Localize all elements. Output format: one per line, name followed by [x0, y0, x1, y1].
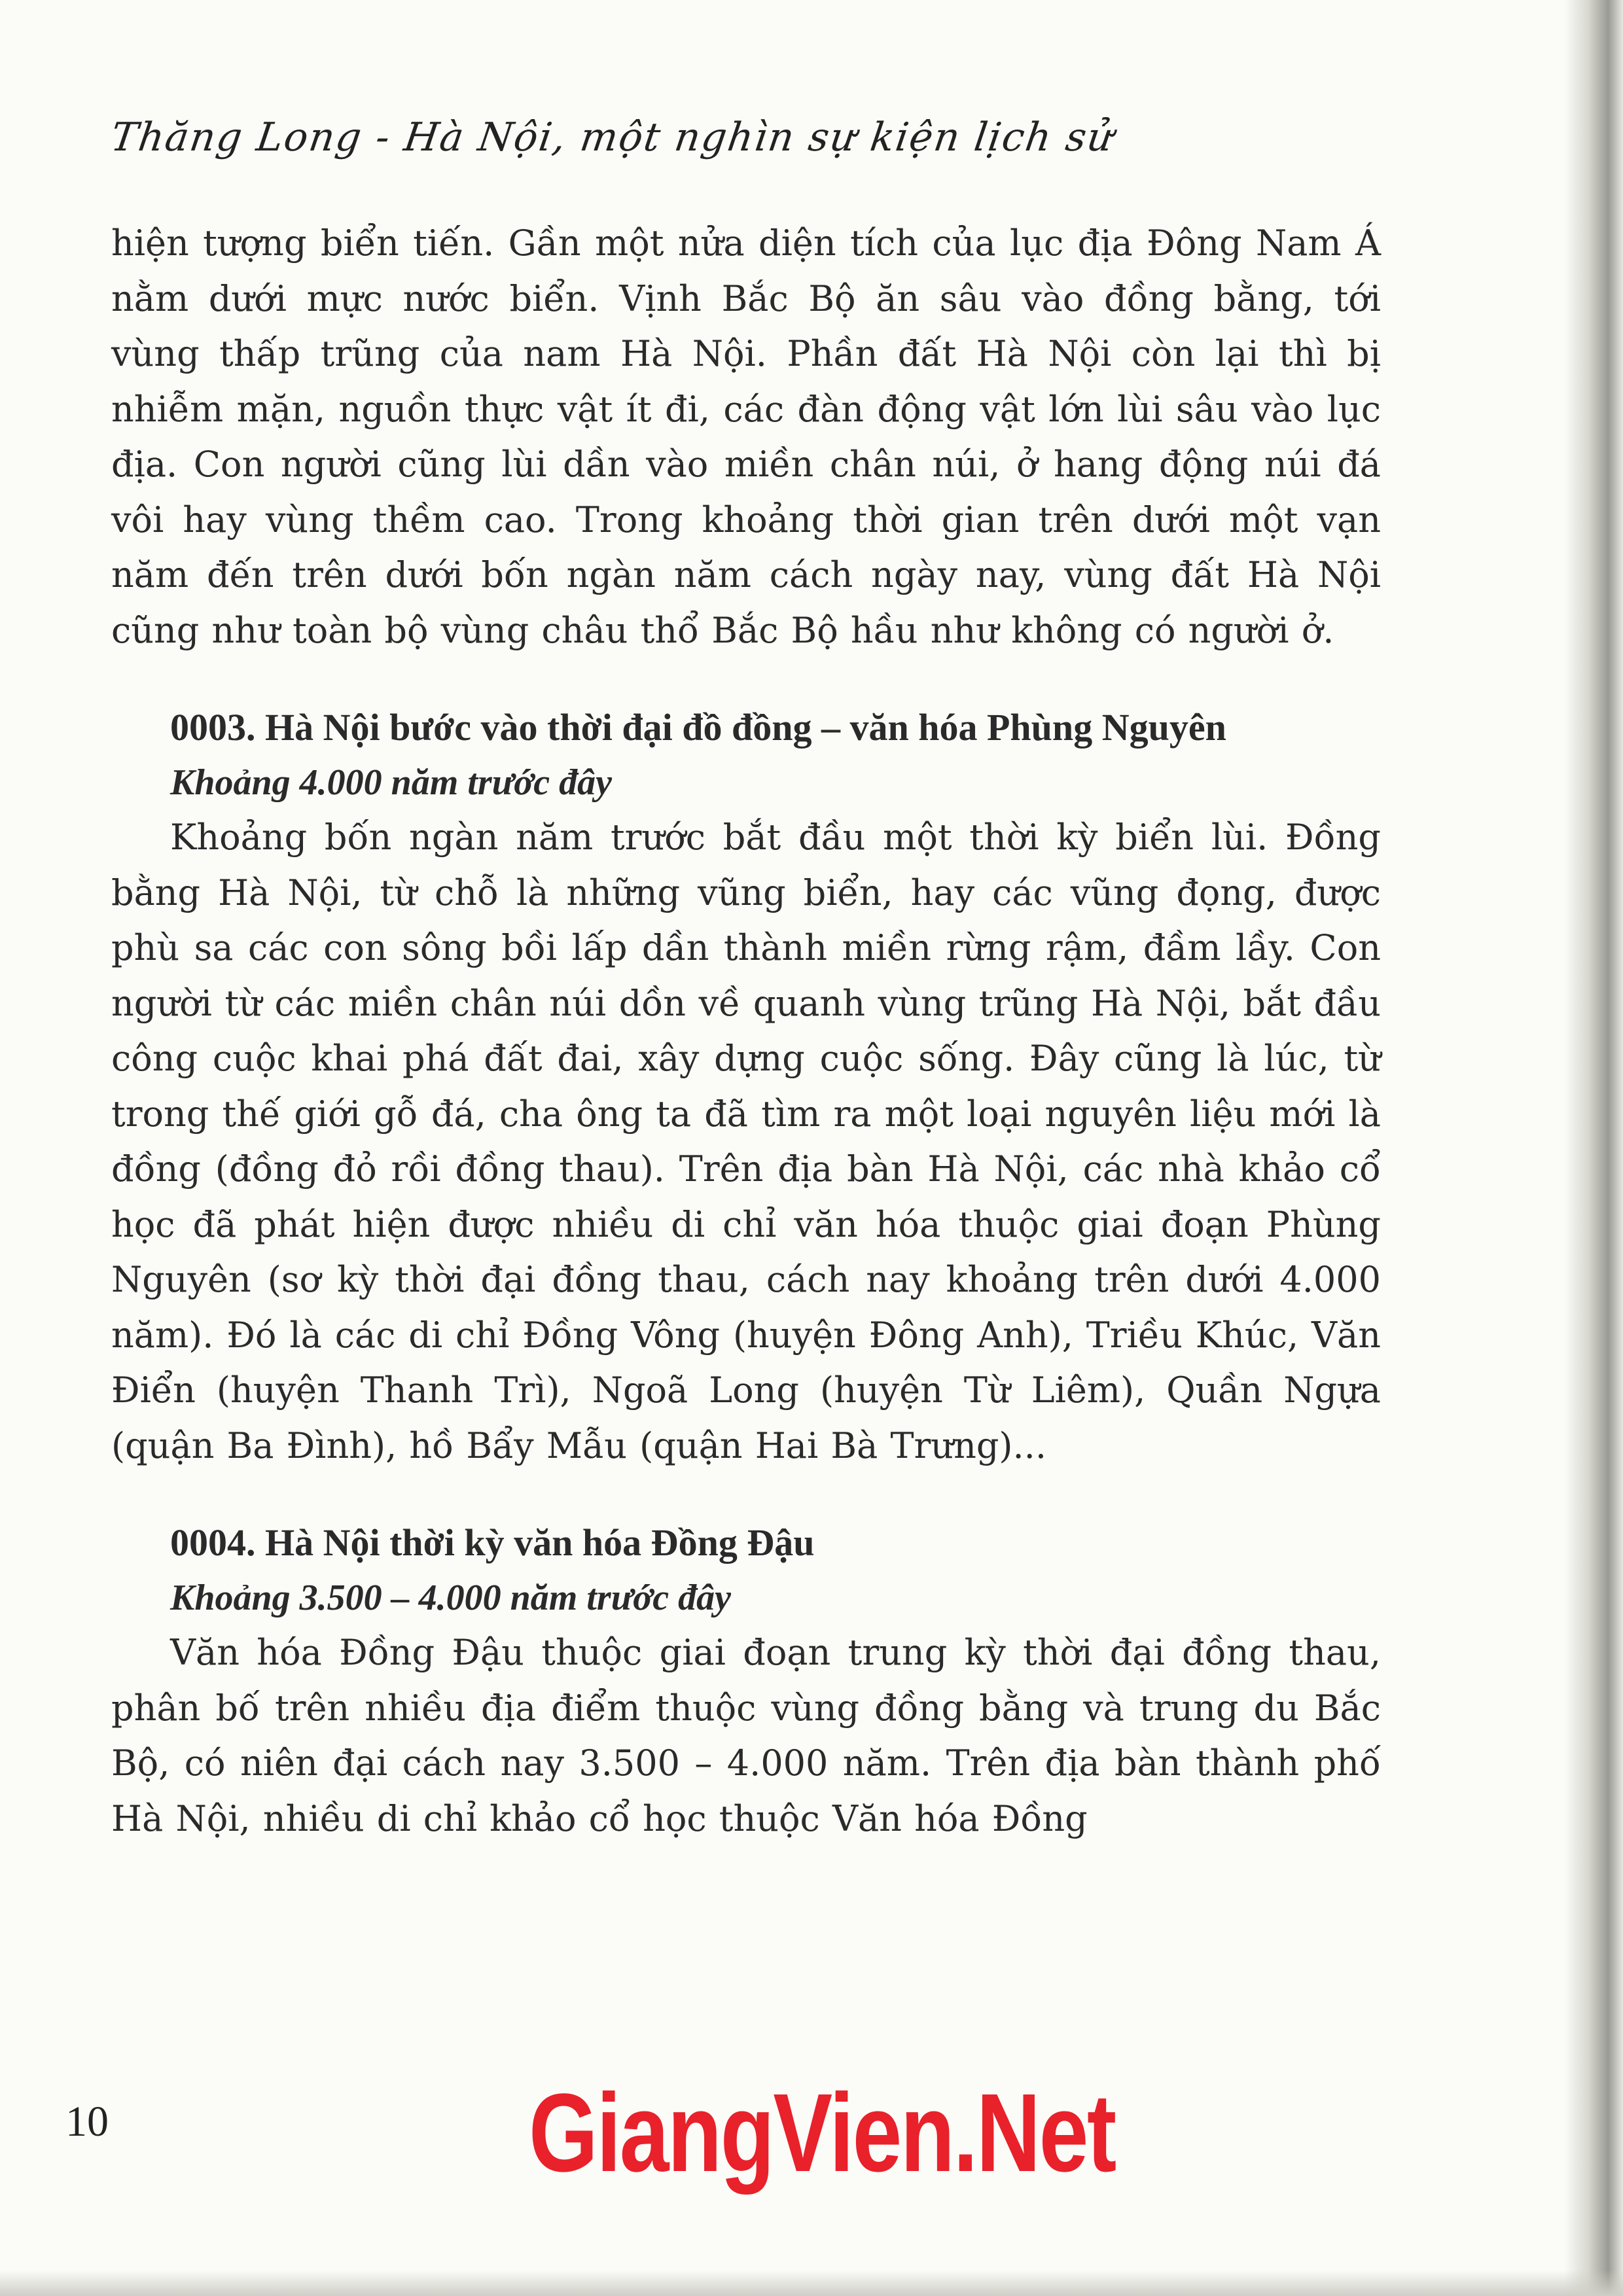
section-heading: 0003. Hà Nội bước vào thời đại đồ đồng – văn hóa Phùng Nguyên [170, 706, 1226, 749]
handwritten-running-title: Thăng Long - Hà Nội, một nghìn sự kiện lịch sử [108, 115, 1118, 160]
section-date: Khoảng 3.500 – 4.000 năm trước đây [170, 1578, 732, 1618]
page-bottom-shadow [0, 2270, 1623, 2296]
section-body: Văn hóa Đồng Đậu thuộc giai đoạn trung kỳ thời đại đồng thau, phân bố trên nhiều địa điểm thuộc vùng đồng bằng và trung du Bắc Bộ, có niên đại cách nay 3.500 – 4.000 năm. Trên địa bàn thành phố Hà Nội, nhiều di chỉ khảo cổ học thuộc Văn hóa Đồng [111, 1632, 1381, 1839]
section-0003 [111, 700, 1381, 1474]
running-header [108, 98, 1118, 177]
watermark-logo: GiangVien.Net [529, 2071, 1115, 2195]
page-edge-shadow [1564, 0, 1623, 2296]
section-0004 [111, 1515, 1381, 1846]
intro-paragraph: hiện tượng biển tiến. Gần một nửa diện tích của lục địa Đông Nam Á nằm dưới mực nước biển. Vịnh Bắc Bộ ăn sâu vào đồng bằng, tới vùng thấp trũng của nam Hà Nội. Phần đất Hà Nội còn lại thì bị nhiễm mặn, nguồn thực vật ít đi, các đàn động vật lớn lùi sâu vào lục địa. Con người cũng lùi dần vào miền chân núi, ở hang động núi đá vôi hay vùng thềm cao. Trong khoảng thời gian trên dưới một vạn năm đến trên dưới bốn ngàn năm cách ngày nay, vùng đất Hà Nội cũng như toàn bộ vùng châu thổ Bắc Bộ hầu như không có người ở. [111, 222, 1381, 651]
section-date: Khoảng 4.000 năm trước đây [170, 762, 613, 803]
page-content [111, 216, 1381, 1846]
section-heading: 0004. Hà Nội thời kỳ văn hóa Đồng Đậu [170, 1521, 815, 1564]
section-body: Khoảng bốn ngàn năm trước bắt đầu một thời kỳ biển lùi. Đồng bằng Hà Nội, từ chỗ là những vũng biển, hay các vũng đọng, được phù sa các con sông bồi lấp dần thành miền rừng rậm, đầm lầy. Con người từ các miền chân núi dồn về quanh vùng trũng Hà Nội, bắt đầu công cuộc khai phá đất đai, xây dựng cuộc sống. Đây cũng là lúc, từ trong thế giới gỗ đá, cha ông ta đã tìm ra một loại nguyên liệu mới là đồng (đồng đỏ rồi đồng thau). Trên địa bàn Hà Nội, các nhà khảo cổ học đã phát hiện được nhiều di chỉ văn hóa thuộc giai đoạn Phùng Nguyên (sơ kỳ thời đại đồng thau, cách nay khoảng trên dưới 4.000 năm). Đó là các di chỉ Đồng Vông (huyện Đông Anh), Triều Khúc, Văn Điển (huyện Thanh Trì), Ngoã Long (huyện Từ Liêm), Quần Ngựa (quận Ba Đình), hồ Bẩy Mẫu (quận Hai Bà Trưng)... [111, 817, 1381, 1466]
page-number: 10 [65, 2098, 109, 2146]
